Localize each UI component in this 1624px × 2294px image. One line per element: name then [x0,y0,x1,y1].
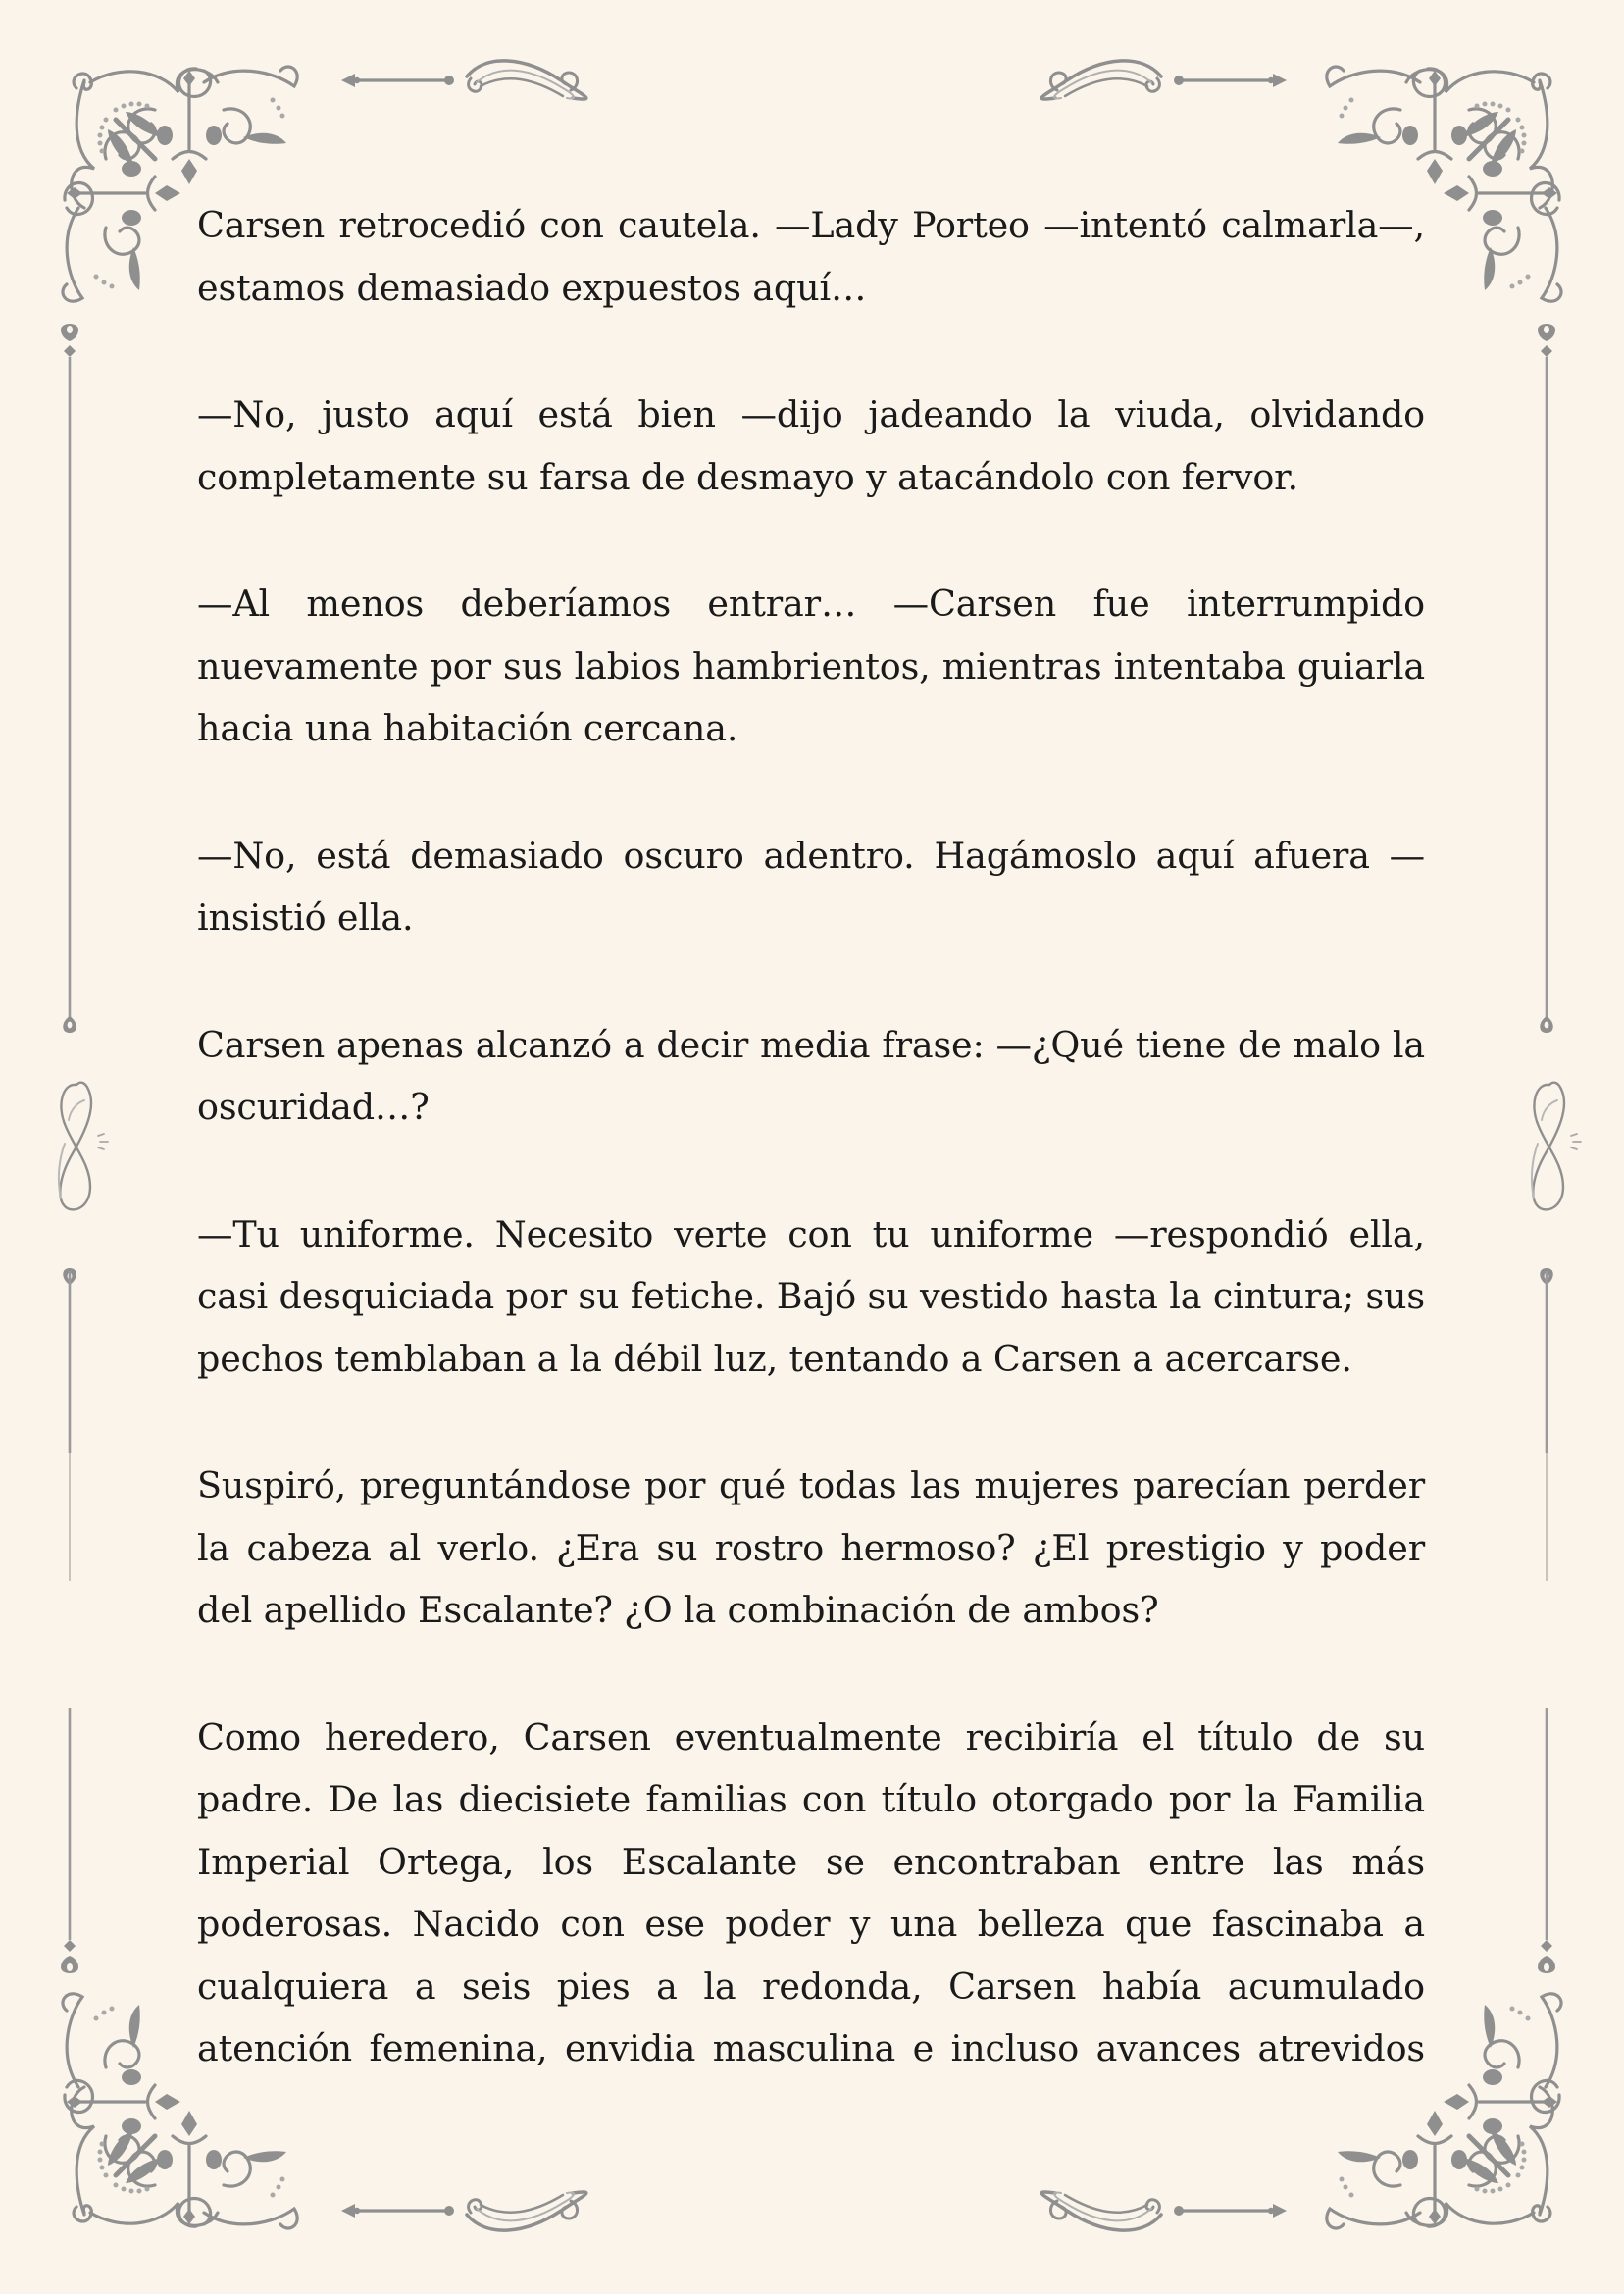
paragraph: —Tu uniforme. Necesito verte con tu uniforme —respondió ella, casi desquiciada por su fetiche. Bajó su vestido hasta la cintura; sus pechos temblaban a la débil luz, tentando a Carsen a acercarse. [197,1212,1425,1380]
page-body-text [197,194,1425,2080]
paragraph: Carsen retrocedió con cautela. —Lady Porteo —intentó calmarla—, estamos demasiado expuestos aquí… [197,204,1425,309]
paragraph: —Al menos deberíamos entrar… —Carsen fue interrumpido nuevamente por sus labios hambrientos, mientras intentaba guiarla hacia una habitación cercana. [197,583,1425,749]
paragraph: —No, justo aquí está bien —dijo jadeando la viuda, olvidando completamente su farsa de desmayo y atacándolo con fervor. [197,393,1425,498]
infinity-knot-left-icon [47,1071,116,1228]
paragraph: Como heredero, Carsen eventualmente recibiría el título de su padre. De las diecisiete familias con título otorgado por la Familia Imperial Ortega, los Escalante se encontraban entre las más poderosas. Nacido con ese poder y una belleza que fascinaba a cualquiera a seis pies a la redonda, Carsen había acumulado atención femenina, envidia masculina e incluso avances atrevidos [197,1715,1425,2069]
side-rod-right-lower-icon [1538,1257,1555,1973]
scroll-divider-top-icon [333,49,1294,108]
side-rod-left-lower-icon [61,1257,78,1973]
scroll-divider-bottom-icon [333,2183,1294,2242]
paragraph: —No, está demasiado oscuro adentro. Hagámoslo aquí afuera —insistió ella. [197,834,1425,939]
paragraph: Suspiró, preguntándose por qué todas las mujeres parecían perder la cabeza al verlo. ¿Era su rostro hermoso? ¿El prestigio y poder del apellido Escalante? ¿O la combinación de ambos? [197,1464,1425,1631]
side-rod-left-upper-icon [61,324,78,1040]
paragraph: Carsen apenas alcanzó a decir media frase: —¿Qué tiene de malo la oscuridad…? [197,1023,1425,1128]
infinity-knot-right-icon [1520,1071,1589,1228]
side-rod-right-upper-icon [1538,324,1555,1040]
